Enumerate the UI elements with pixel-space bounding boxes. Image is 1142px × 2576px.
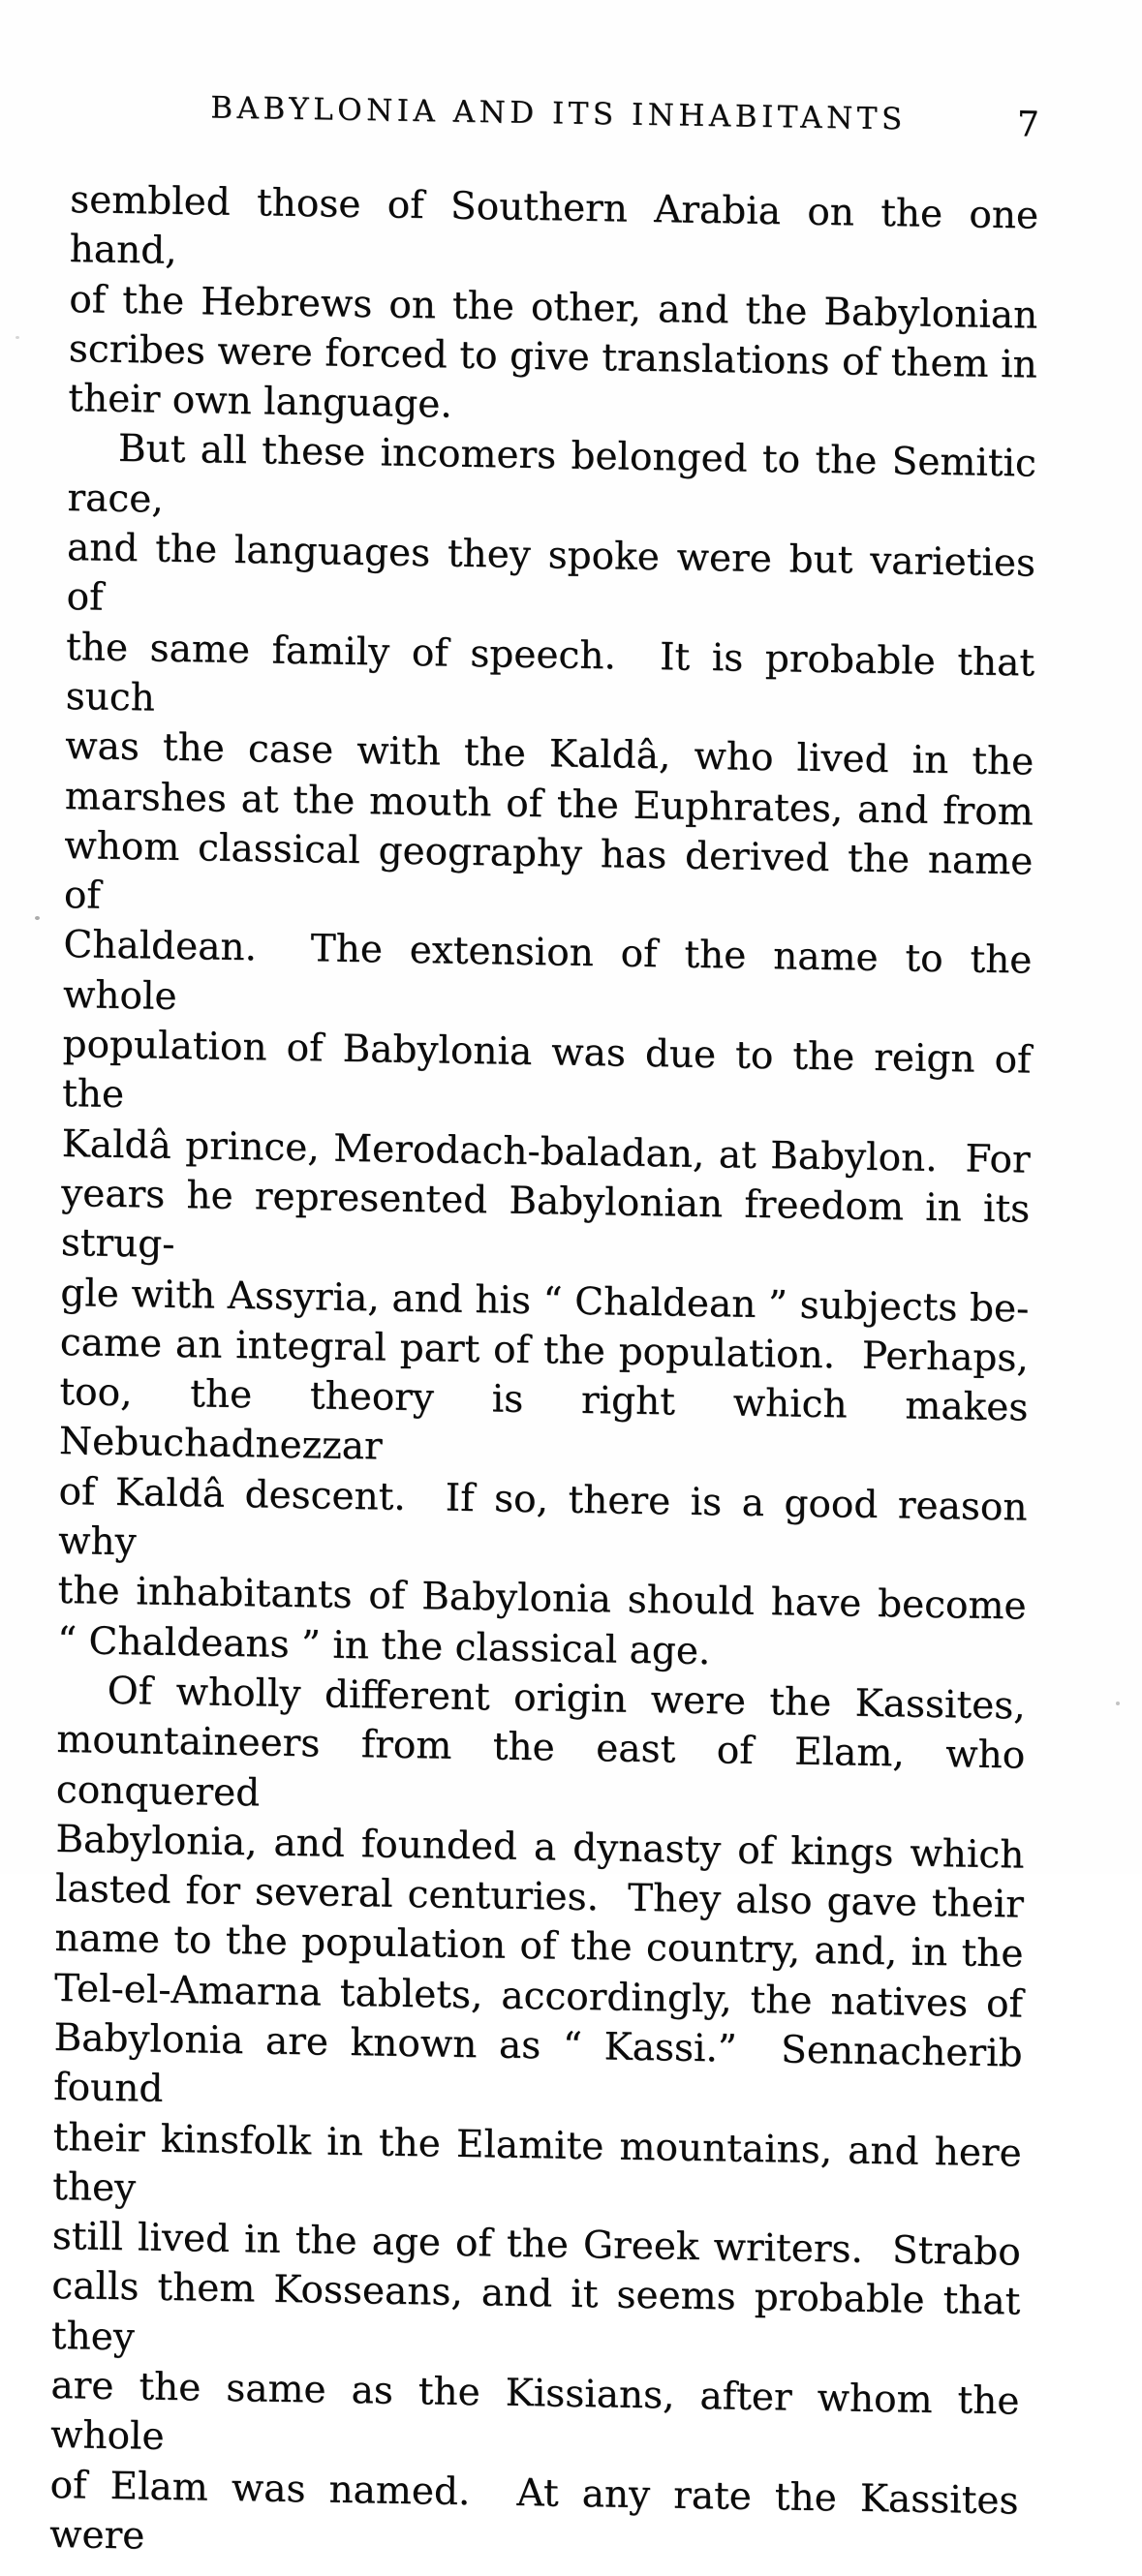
text-line: Tel-el-Amarna tablets, accordingly, the natives of <box>53 1966 1024 2027</box>
text-line: name to the population of the country, and, in the <box>54 1917 1024 1977</box>
text-line: still lived in the age of the Greek writers. Strabo <box>51 2215 1021 2275</box>
text-line: and the languages they spoke were but varieties of <box>66 526 1048 620</box>
running-head <box>71 86 1040 145</box>
text-line: of Kaldâ descent. If so, there is a good reason why <box>57 1469 1040 1565</box>
text-line: Of wholly different origin were the Kassites, <box>107 1669 1026 1729</box>
text-line: of Elam was named. At any rate the Kassites were <box>48 2463 1032 2559</box>
text-line: lasted for several centuries. They also gave their <box>54 1867 1025 1927</box>
body-text <box>48 175 1051 2576</box>
text-line: the same family of speech. It is probable that such <box>65 625 1047 721</box>
text-line: came an integral part of the population. Perhaps, <box>59 1320 1029 1381</box>
text-line: “ Chaldeans ” in the classical age. <box>57 1618 711 1673</box>
page-title: BABYLONIA AND ITS INHABITANTS <box>210 90 907 138</box>
scan-speck <box>35 916 40 920</box>
text-line: years he represented Babylonian freedom in its strug- <box>60 1171 1042 1268</box>
text-line: of the Hebrews on the other, and the Babylonian <box>69 277 1038 338</box>
text-line: gle with Assyria, and his “ Chaldean ” subjects be- <box>60 1271 1030 1332</box>
text-line: scribes were forced to give translations of them in <box>68 326 1037 387</box>
text-line: too, the theory is right which makes Nebuchadnezzar <box>58 1370 1040 1469</box>
page-number: 7 <box>1016 105 1040 145</box>
text-line: the inhabitants of Babylonia should have become <box>57 1569 1027 1629</box>
text-line: marshes at the mouth of the Euphrates, and from <box>64 774 1034 835</box>
text-line: population of Babylonia was due to the reign of the <box>61 1023 1044 1118</box>
text-line: Chaldean. The extension of the name to the whole <box>62 923 1044 1019</box>
text-line: But all these incomers belonged to the Semitic race, <box>67 427 1049 522</box>
scan-speck <box>1116 1702 1120 1705</box>
text-line: Babylonia, and founded a dynasty of kings which <box>55 1817 1025 1878</box>
text-line: Kaldâ prince, Merodach-baladan, at Babylon. For <box>61 1121 1031 1182</box>
text-line: whom classical geography has derived the name of <box>63 823 1045 918</box>
text-line: Babylonia are known as “ Kassi.” Sennacherib found <box>52 2015 1035 2112</box>
text-line: their own language. <box>68 377 452 427</box>
text-line: are the same as the Kissians, after whom the whole <box>49 2363 1032 2460</box>
scan-speck <box>15 336 19 339</box>
text-line: calls them Kosseans, and it seems probable that they <box>50 2264 1033 2360</box>
text-line: their kinsfolk in the Elamite mountains, and here they <box>52 2115 1034 2211</box>
page-content <box>48 0 1051 2576</box>
text-line: was the case with the Kaldâ, who lived in the <box>65 724 1034 784</box>
text-line: sembled those of Southern Arabia on the one hand, <box>69 177 1051 274</box>
text-line: mountaineers from the east of Elam, who conquered <box>55 1718 1037 1815</box>
